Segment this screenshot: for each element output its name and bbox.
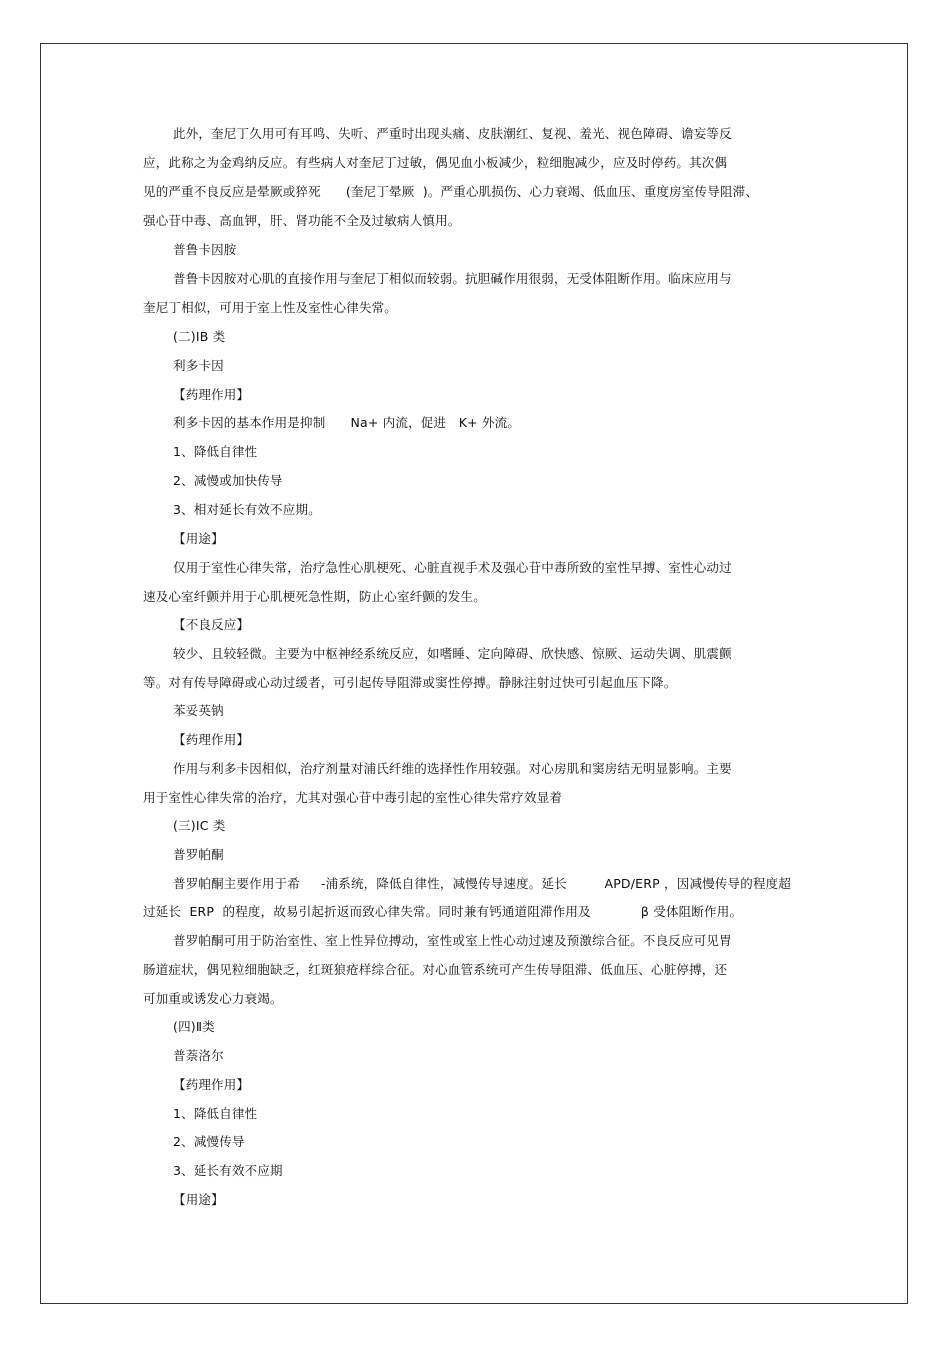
- paragraph-text-line: 此外，奎尼丁久用可有耳鸣、失听、严重时出现头痛、皮肤潮红、复视、羞光、视色障碍、谵妄等反: [173, 126, 732, 141]
- paragraph-text-line: 利多卡因的基本作用是抑制 Na+ 内流，促进 K+ 外流。: [173, 415, 521, 430]
- paragraph-text-line: 见的严重不良反应是晕厥或猝死 (奎尼丁晕厥 )。严重心肌损伤、心力衰竭、低血压、重度房室传导阻滞、: [143, 184, 759, 199]
- paragraph-text-line: 强心苷中毒、高血钾，肝、肾功能不全及过敏病人慎用。: [143, 213, 461, 228]
- paragraph-text-line: 等。对有传导障碍或心动过缓者，可引起传导阻滞或窦性停搏。静脉注射过快可引起血压下降。: [143, 675, 677, 690]
- paragraph-text-line: 奎尼丁相似，可用于室上性及室性心律失常。: [143, 300, 398, 315]
- list-item: 2、减慢传导: [173, 1134, 245, 1149]
- section-heading: (三)IC 类: [173, 818, 226, 833]
- drug-heading: 普萘洛尔: [173, 1048, 224, 1063]
- page-border: [40, 43, 908, 1304]
- paragraph-text-line: 普罗帕酮可用于防治室性、室上性异位搏动，室性或室上性心动过速及预激综合征。不良反应可见胃: [173, 933, 732, 948]
- subsection-heading: 【药理作用】: [173, 387, 250, 402]
- list-item: 1、降低自律性: [173, 1106, 258, 1121]
- subsection-heading: 【药理作用】: [173, 1077, 250, 1092]
- paragraph-text-line: 仅用于室性心律失常，治疗急性心肌梗死、心脏直视手术及强心苷中毒所致的室性早搏、室性心动过: [173, 560, 732, 575]
- drug-heading: 普鲁卡因胺: [173, 242, 237, 257]
- list-item: 3、相对延长有效不应期。: [173, 502, 321, 517]
- paragraph-text-line: 用于室性心律失常的治疗，尤其对强心苷中毒引起的室性心律失常疗效显着: [143, 790, 563, 805]
- paragraph-text-line: 可加重或诱发心力衰竭。: [143, 991, 283, 1006]
- paragraph-text-line: 普鲁卡因胺对心肌的直接作用与奎尼丁相似而较弱。抗胆碱作用很弱，无受体阻断作用。临床应用与: [173, 271, 732, 286]
- subsection-heading: 【用途】: [173, 531, 224, 546]
- subsection-heading: 【用途】: [173, 1192, 224, 1207]
- list-item: 1、降低自律性: [173, 444, 258, 459]
- drug-heading: 苯妥英钠: [173, 703, 224, 718]
- paragraph-text-line: 作用与利多卡因相似，治疗剂量对浦氏纤维的选择性作用较强。对心房肌和窦房结无明显影响。主要: [173, 761, 732, 776]
- drug-heading: 普罗帕酮: [173, 847, 224, 862]
- paragraph-text-line: 过延长 ERP 的程度，故易引起折返而致心律失常。同时兼有钙通道阻滞作用及 β 受体阻断作用。: [143, 904, 743, 919]
- paragraph-text-line: 应，此称之为金鸡纳反应。有些病人对奎尼丁过敏，偶见血小板减少，粒细胞减少，应及时停药。其次偶: [143, 155, 728, 170]
- list-item: 2、减慢或加快传导: [173, 473, 283, 488]
- paragraph-text-line: 较少、且较轻微。主要为中枢神经系统反应，如嗜睡、定向障碍、欣快感、惊厥、运动失调、肌震颤: [173, 646, 732, 661]
- paragraph-text-line: 速及心室纤颤并用于心肌梗死急性期，防止心室纤颤的发生。: [143, 589, 486, 604]
- section-heading: (四)Ⅱ类: [173, 1019, 215, 1034]
- drug-heading: 利多卡因: [173, 358, 224, 373]
- paragraph-text-line: 肠道症状，偶见粒细胞缺乏，红斑狼疮样综合征。对心血管系统可产生传导阻滞、低血压、心脏停搏，还: [143, 962, 728, 977]
- list-item: 3、延长有效不应期: [173, 1163, 283, 1178]
- section-heading: (二)IB 类: [173, 329, 226, 344]
- paragraph-text-line: 普罗帕酮主要作用于希 -浦系统，降低自律性，减慢传导速度。延长 APD/ERP ，因减慢传导的程度超: [173, 876, 792, 891]
- subsection-heading: 【药理作用】: [173, 732, 250, 747]
- subsection-heading: 【不良反应】: [173, 617, 250, 632]
